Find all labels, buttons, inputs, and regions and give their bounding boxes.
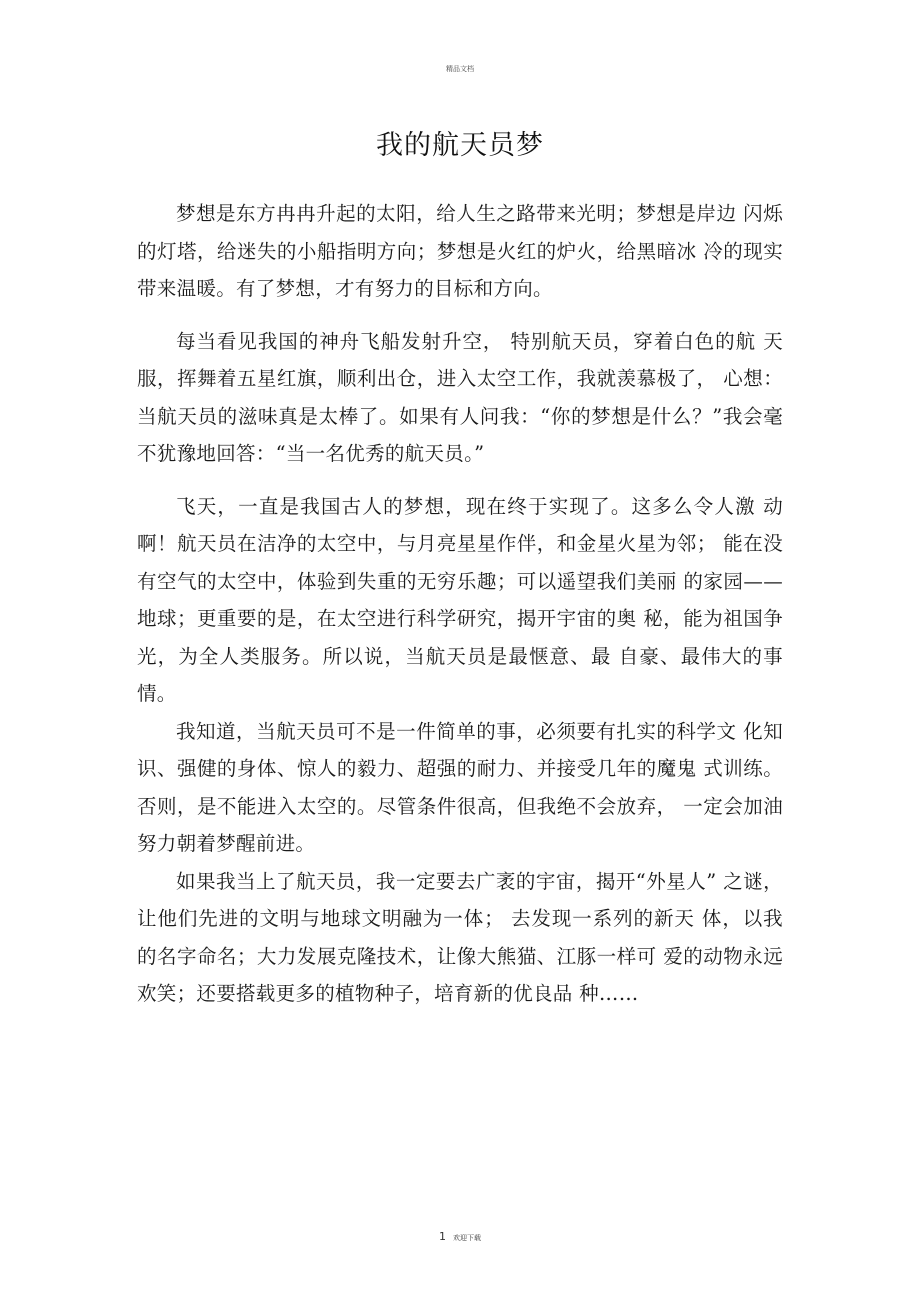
page-footer <box>0 1225 920 1244</box>
document-title: 我的航天员梦 <box>376 130 544 161</box>
footer-text: 欢迎下载 <box>453 1234 482 1242</box>
paragraph-2: 每当看见我国的神舟飞船发射升空， 特别航天员，穿着白色的航 天服，挥舞着五星红旗，顺利出仓，进入太空工作，我就羡慕极了， 心想：当航天员的滋味真是太棒了。如果有人问我：“你的梦想是什么？”我会毫不犹豫地回答：“当一名优秀的航天员。” <box>137 329 783 465</box>
page-number: 1 <box>438 1230 446 1243</box>
paragraph-3: 飞天，一直是我国古人的梦想，现在终于实现了。这多么令人激 动啊！航天员在洁净的太空中，与月亮星星作伴，和金星火星为邻； 能在没有空气的太空中，体验到失重的无穷乐趣；可以遥望我们美丽 的家园——地球；更重要的是，在太空进行科学研究，揭开宇宙的奥 秘，能为祖国争光，为全人类服务。所以说，当航天员是最惬意、最 自豪、最伟大的事情。 <box>137 494 783 705</box>
document-body <box>137 195 783 1013</box>
paragraph-1: 梦想是东方冉冉升起的太阳，给人生之路带来光明；梦想是岸边 闪烁的灯塔，给迷失的小船指明方向；梦想是火红的炉火，给黑暗冰 冷的现实带来温暖。有了梦想，才有努力的目标和方向。 <box>137 202 783 300</box>
paragraph-4: 我知道，当航天员可不是一件简单的事，必须要有扎实的科学文 化知识、强健的身体、惊人的毅力、超强的耐力、并接受几年的魔鬼 式训练。否则，是不能进入太空的。尽管条件很高，但我绝不会放弃， 一定会加油努力朝着梦醒前进。 <box>137 719 783 855</box>
page-header: 精品文档 <box>446 65 474 73</box>
paragraph-5: 如果我当上了航天员，我一定要去广袤的宇宙，揭开“外星人” 之谜，让他们先进的文明与地球文明融为一体； 去发现一系列的新天 体，以我的名字命名；大力发展克隆技术，让像大熊猫、江豚一样可 爱的动物永远欢笑；还要搭载更多的植物种子，培育新的优良品 种…… <box>137 869 783 1005</box>
